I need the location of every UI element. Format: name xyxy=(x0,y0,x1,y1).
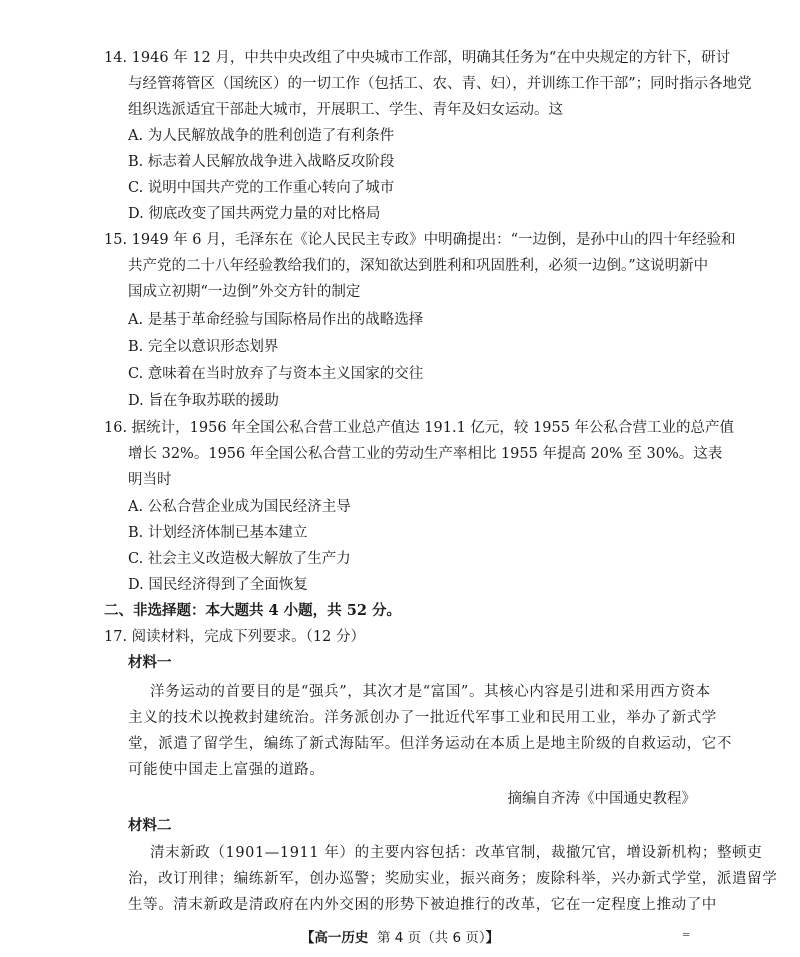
q14-line-1: 14. 1946 年 12 月，中共中央改组了中央城市工作部，明确其任务为“在中央规定的方针下，研讨 xyxy=(104,50,731,66)
q17-stem: 17. 阅读材料，完成下列要求。（12 分） xyxy=(104,629,365,645)
q16-option-d: D. 国民经济得到了全面恢复 xyxy=(128,577,308,593)
footer-subject: 高一历史 xyxy=(314,930,369,946)
footer-bracket-close: 】 xyxy=(485,930,500,946)
q16-line-1: 16. 据统计，1956 年全国公私合营工业总产值达 191.1 亿元，较 1955 年公私合营工业的总产值 xyxy=(104,420,735,436)
q15-option-b: B. 完全以意识形态划界 xyxy=(128,339,279,355)
q16-line-3: 明当时 xyxy=(128,472,172,488)
q16-option-a: A. 公私合营企业成为国民经济主导 xyxy=(128,499,351,515)
section-heading: 二、非选择题：本大题共 4 小题，共 52 分。 xyxy=(104,602,401,619)
material-2-line-2: 治，改订刑律；编练新军，创办巡警；奖励实业，振兴商务；废除科举，兴办新式学堂，派遣留学 xyxy=(128,871,778,887)
q15-option-a: A. 是基于革命经验与国际格局作出的战略选择 xyxy=(128,312,424,328)
material-1-line-4: 可能使中国走上富强的道路。 xyxy=(128,762,325,778)
q15-option-c: C. 意味着在当时放弃了与资本主义国家的交往 xyxy=(128,366,424,382)
material-1-title: 材料一 xyxy=(128,655,172,671)
page-footer xyxy=(0,926,800,946)
q15-option-d: D. 旨在争取苏联的援助 xyxy=(128,393,279,409)
q15-line-1: 15. 1949 年 6 月，毛泽东在《论人民民主专政》中明确提出：“一边倒，是孙中山的四十年经验和 xyxy=(104,232,736,248)
q14-option-b: B. 标志着人民解放战争进入战略反攻阶段 xyxy=(128,154,395,170)
footer-page-number: 第 4 页（共 6 页） xyxy=(377,930,486,946)
q14-option-c: C. 说明中国共产党的工作重心转向了城市 xyxy=(128,180,395,196)
material-1-line-3: 堂，派遣了留学生，编练了新式海陆军。但洋务运动在本质上是地主阶级的自救运动，它不 xyxy=(128,736,732,752)
corner-mark: = xyxy=(682,930,691,941)
material-1-source: 摘编自齐涛《中国通史教程》 xyxy=(507,791,696,807)
material-2-line-3: 生等。清末新政是清政府在内外交困的形势下被迫推行的改革，它在一定程度上推动了中 xyxy=(128,897,717,913)
q14-line-2: 与经管蒋管区（国统区）的一切工作（包括工、农、青、妇），并训练工作干部”；同时指示各地党 xyxy=(128,76,752,92)
material-2-title: 材料二 xyxy=(128,818,172,834)
q14-option-d: D. 彻底改变了国共两党力量的对比格局 xyxy=(128,206,381,222)
material-2-line-1: 清末新政（1901—1911 年）的主要内容包括：改革官制，裁撤冗官，增设新机构；整顿吏 xyxy=(150,845,763,861)
q15-line-3: 国成立初期“一边倒”外交方针的制定 xyxy=(128,284,361,300)
q16-option-b: B. 计划经济体制已基本建立 xyxy=(128,525,308,541)
material-1-line-1: 洋务运动的首要目的是“强兵”，其次才是“富国”。其核心内容是引进和采用西方资本 xyxy=(150,684,711,700)
q14-option-a: A. 为人民解放战争的胜利创造了有利条件 xyxy=(128,128,395,144)
material-1-line-2: 主义的技术以挽救封建统治。洋务派创办了一批近代军事工业和民用工业，举办了新式学 xyxy=(128,710,717,726)
q16-option-c: C. 社会主义改造极大解放了生产力 xyxy=(128,551,351,567)
q14-line-3: 组织选派适宜干部赴大城市，开展职工、学生、青年及妇女运动。这 xyxy=(128,102,563,118)
footer-bracket-open: 【 xyxy=(300,930,315,946)
q16-line-2: 增长 32%。1956 年全国公私合营工业的劳动生产率相比 1955 年提高 20% 至 30%。这表 xyxy=(128,446,723,462)
q15-line-2: 共产党的二十八年经验教给我们的，深知欲达到胜利和巩固胜利，必须一边倒。”这说明新中 xyxy=(128,258,709,274)
